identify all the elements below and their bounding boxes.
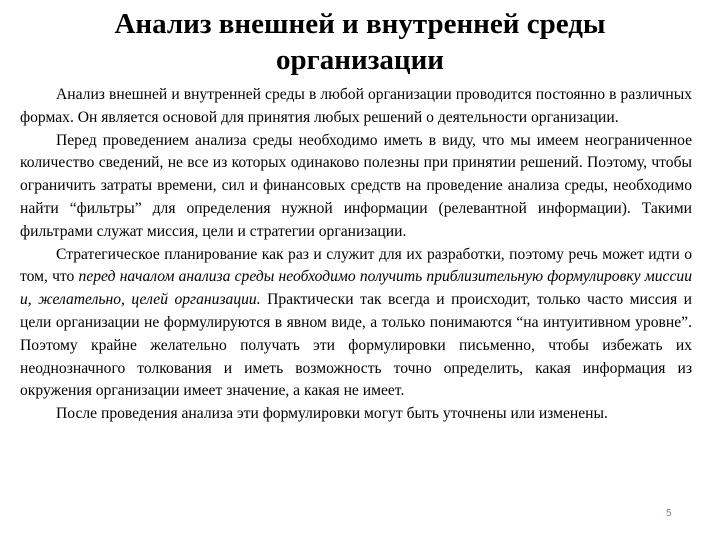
paragraph-3-start: Стратегическое планирование как раз и служит для их разработки, поэтому речь может идти о том, что xyxy=(20,245,692,286)
paragraph-3-emphasis: перед началом анализа среды необходимо получить приблизительную формулировку миссии и, желательно, целей организации. xyxy=(20,268,692,309)
paragraph-4: После проведения анализа эти формулировки могут быть уточнены или изменены. xyxy=(56,405,608,423)
title-line-1: Анализ внешней и внутренней среды xyxy=(114,8,606,40)
paragraph-1: Анализ внешней и внутренней среды в любой организации проводится постоянно в различных формах. Он является основой для принятия любых решений о деятельности организации. xyxy=(20,86,692,126)
page-number: 5 xyxy=(666,508,672,519)
slide-body xyxy=(20,84,692,426)
slide-title xyxy=(40,6,680,78)
title-line-2: организации xyxy=(276,44,444,76)
paragraph-3 xyxy=(20,244,692,404)
paragraph-2: Перед проведением анализа среды необходимо иметь в виду, что мы имеем неограниченное количество сведений, не все из которых одинаково полезны при принятии решений. Поэтому, чтобы ограничить затраты времени, сил и финансовых средств на проведение анализа среды, необходимо найти “фильтры” для определения нужной информации (релевантной информации). Такими фильтрами служат миссия, цели и стратегии организации. xyxy=(20,131,692,240)
paragraph-3-end: Практически так всегда и происходит, только часто миссия и цели организации не формулируются в явном виде, а только понимаются “на интуитивном уровне”. Поэтому крайне желательно получать эти формулировки письменно, чтобы избежать их неоднозначного толкования и иметь возможность точно определить, какая информация из окружения организации имеет значение, а какая не имеет. xyxy=(20,291,692,400)
